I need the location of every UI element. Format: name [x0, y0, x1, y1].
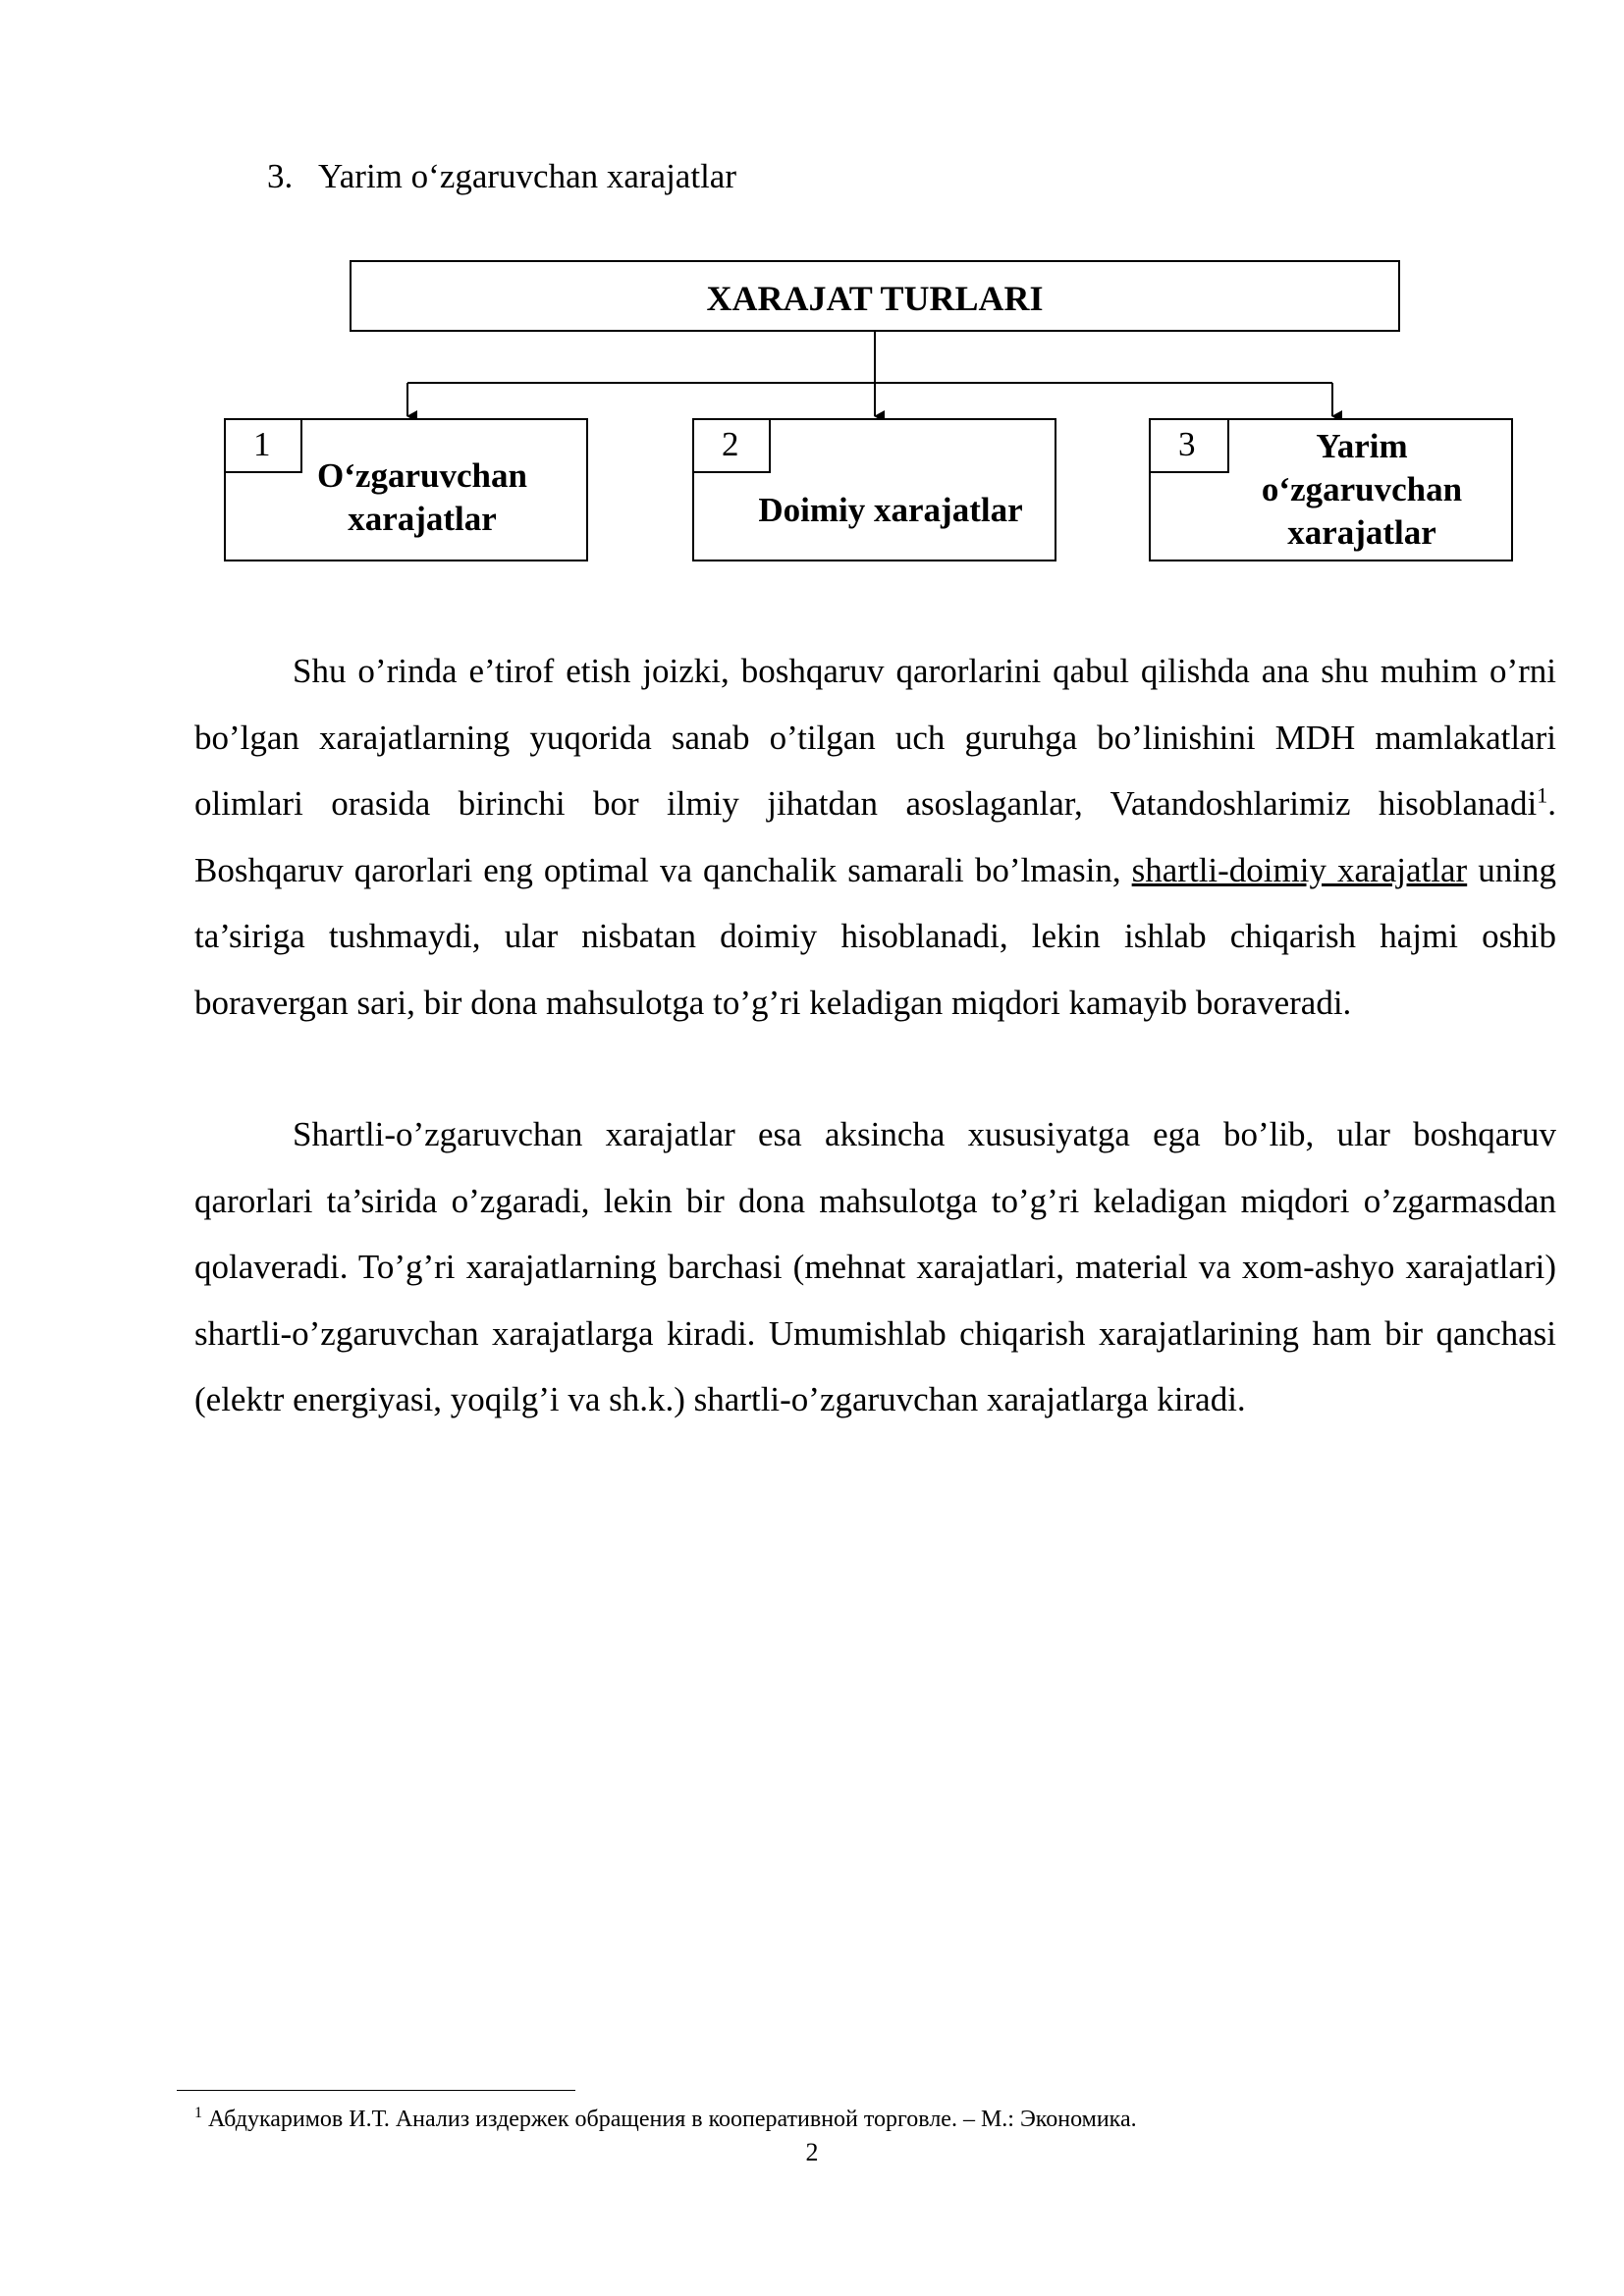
box-label-1: O‘zgaruvchan xarajatlar — [317, 456, 527, 538]
footnote-text: Абдукаримов И.Т. Анализ издержек обращения в кооперативной торговле. – М.: Экономика. — [202, 2107, 1137, 2132]
cost-type-box-3 — [1149, 418, 1513, 561]
underlined-term: shartli-doimiy xarajatlar — [1131, 850, 1468, 889]
box-number-2: 2 — [692, 418, 771, 473]
cost-types-diagram — [0, 0, 1624, 609]
footnote-marker: 1 — [194, 2105, 202, 2121]
diagram-title: XARAJAT TURLARI — [706, 279, 1044, 318]
box-number-1: 1 — [224, 418, 302, 473]
footnote — [194, 2105, 1137, 2134]
cost-type-box-2 — [692, 418, 1056, 561]
box-label-2: Doimiy xarajatlar — [758, 491, 1023, 529]
list-item-number: 3. — [267, 157, 294, 195]
footnote-reference[interactable]: 1 — [1537, 782, 1548, 808]
diagram-title-box — [350, 260, 1400, 332]
paragraph-2: Shartli-o’zgaruvchan xarajatlar esa aksincha xususiyatga ega bo’lib, ular boshqaruv qarorlari ta’sirida o’zgaradi, lekin bir dona mahsulotga to’g’ri keladigan miqdori o’zgarmasdan qolaveradi. To’g’ri xarajatlarning barchasi (mehnat xarajatlari, material va xom-ashyo xarajatlari) shartli-o’zgaruvchan xarajatlarga kiradi. Umumishlab chiqarish xarajatlarining ham bir qanchasi (elektr energiyasi, yoqilg’i va sh.k.) shartli-o’zgaruvchan xarajatlarga kiradi. — [194, 1115, 1556, 1418]
box-label-3: Yarim o‘zgaruvchan xarajatlar — [1261, 427, 1463, 552]
p1-text-c: uning ta’siriga tushmaydi, ular nisbatan doimiy hisoblanadi, lekin ishlab chiqarish hajmi oshib boravergan sari, bir dona mahsulotga to’g’ri keladigan miqdori kamayib boraveradi. — [194, 850, 1556, 1022]
footnote-separator — [177, 2090, 575, 2091]
p1-text-b: . Boshqaruv qarorlari eng optimal va qanchalik samarali bo’lmasin, — [194, 784, 1556, 889]
box-number-3: 3 — [1149, 418, 1229, 473]
cost-type-box-1 — [224, 418, 588, 561]
list-item-text: Yarim o‘zgaruvchan xarajatlar — [318, 157, 736, 195]
paragraph-1 — [194, 638, 1556, 1036]
p1-text-a: Shu o’rinda e’tirof etish joizki, boshqaruv qarorlarini qabul qilishda ana shu muhim o’rni bo’lgan xarajatlarning yuqorida sanab o’tilgan uch guruhga bo’linishini MDH mamlakatlari olimlari orasida birinchi bor ilmiy jihatdan asoslaganlar, Vatandoshlarimiz hisoblanadi — [194, 652, 1556, 823]
page-number: 2 — [805, 2138, 819, 2166]
